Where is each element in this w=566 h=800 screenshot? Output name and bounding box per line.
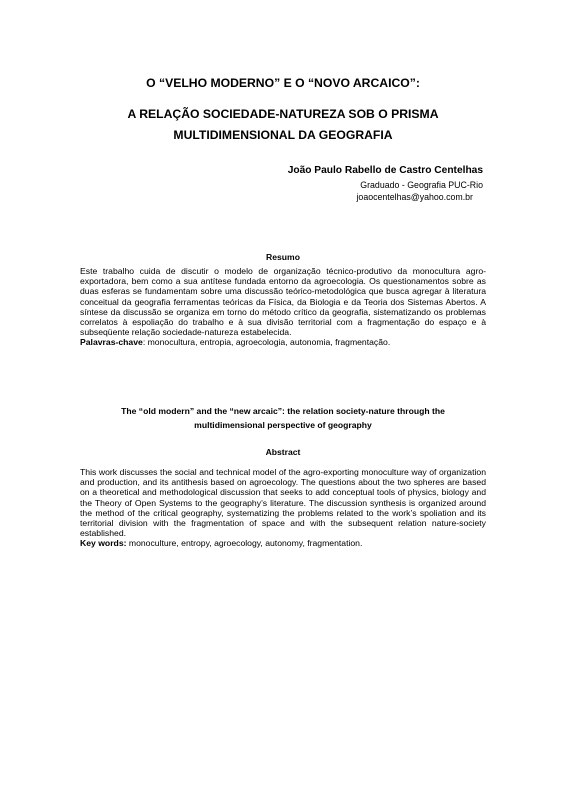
english-title-line-1: The “old modern” and the “new arcaic”: the relation society-nature through the [121,406,445,416]
author-block [288,164,483,203]
author-affiliation: Graduado - Geografia PUC-Rio [360,180,483,190]
resumo-section [80,266,486,348]
author-email: joaocentelhas@yahoo.com.br [356,192,473,202]
abstract-keywords-label: Key words: [80,538,127,549]
abstract-keywords-list: monoculture, entropy, agroecology, autonomy, fragmentation. [126,538,363,549]
paper-title-line-2: A RELAÇÃO SOCIEDADE-NATUREZA SOB O PRISMA [127,107,439,121]
paper-title-line-1: O “VELHO MODERNO” E O “NOVO ARCAICO”: [146,76,420,90]
resumo-keywords-label: Palavras-chave [80,337,143,348]
resumo-keywords [80,337,486,347]
resumo-heading: Resumo [266,252,300,262]
abstract-body: This work discusses the social and technical model of the agro-exporting monoculture way of organization and production, and its antithesis based on agroecology. The questions about the two spheres are based on a theoretical and methodological discussion that seeks to add conceptual tools of physics, biology and the Theory of Open Systems to the geography’s literature. The discussion synthesis is organized around the method of the critical geography, systematizing the problems related to the work’s spoliation and its territorial division with the fragmentation of space and with the subsequent relation nature-society established. [80,467,486,539]
abstract-section [80,467,486,549]
abstract-keywords [80,538,486,548]
resumo-keywords-list: : monocultura, entropia, agroecologia, autonomia, fragmentação. [142,337,391,348]
resumo-body: Este trabalho cuida de discutir o modelo de organização técnico-produtivo da monocultura agro-exportadora, bem como a sua antítese fundada entorno da agroecologia. Os questionamentos sobre as duas esferas se fundamentam sobre uma discussão teórico-metodológica que busca agregar à literatura conceitual da geografia ferramentas teóricas da Física, da Biologia e da Teoria dos Sistemas Abertos. A síntese da discussão se organiza em torno do método crítico da geografia, sistematizando os problemas correlatos à espoliação do trabalho e à sua divisão territorial com a fragmentação do espaço e à subseqüente relação sociedade-natureza estabelecida. [80,266,486,338]
paper-title-line-3: MULTIDIMENSIONAL DA GEOGRAFIA [173,128,393,142]
author-name: João Paulo Rabello de Castro Centelhas [287,165,483,176]
abstract-heading: Abstract [265,447,301,457]
english-title-line-2: multidimensional perspective of geography [194,420,372,430]
